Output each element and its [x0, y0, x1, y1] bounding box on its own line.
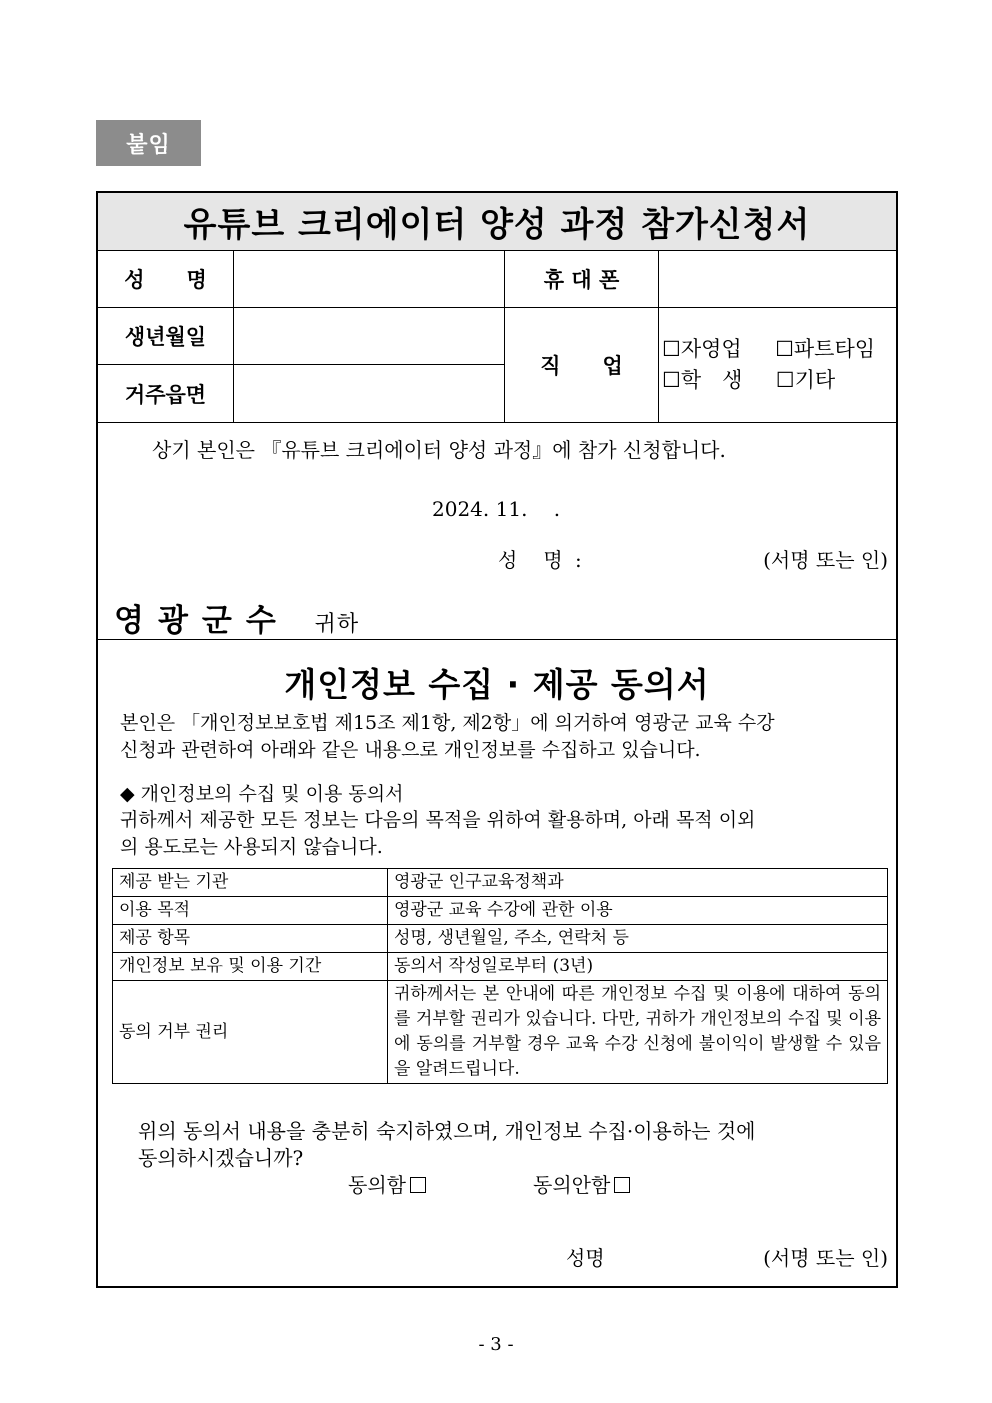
form-title: 유튜브 크리에이터 양성 과정 참가신청서	[98, 193, 896, 251]
job-self-employed-checkbox[interactable]: ☐자영업	[662, 337, 742, 361]
consent-question: 위의 동의서 내용을 충분히 숙지하였으며, 개인정보 수집·이용하는 것에 동의하시겠습니까?	[138, 1119, 756, 1170]
page-number: - 3 -	[478, 1334, 514, 1355]
applicant-signature-label: 성 명 :	[498, 548, 585, 572]
table-row: 이용 목적 영광군 교육 수강에 관한 이용	[113, 897, 888, 925]
consent-intro: 본인은 「개인정보보호법 제15조 제1항, 제2항」에 의거하여 영광군 교육 수강 신청과 관련하여 아래와 같은 내용으로 개인정보를 수집하고 있습니다.	[120, 712, 775, 761]
residence-field[interactable]	[234, 365, 504, 422]
consent-signature-label: 성명	[566, 1246, 605, 1270]
disagree-option[interactable]: 동의안함	[533, 1169, 634, 1198]
consent-title: 개인정보 수집 · 제공 동의서	[284, 665, 710, 704]
job-other-checkbox[interactable]: ☐기타	[775, 368, 836, 392]
agree-checkbox[interactable]	[410, 1177, 426, 1193]
recipient: 영광군수 귀하	[114, 603, 360, 639]
table-row: 동의 거부 권리 귀하께서는 본 안내에 따른 개인정보 수집 및 이용에 대하여 동의를 거부할 권리가 있습니다. 다만, 귀하가 개인정보의 수집 및 이용에 동의를 거부할 경우 교육 수강 신청에 불이익이 발생할 수 있음을 알려드립니다.	[113, 981, 888, 1084]
phone-field[interactable]	[659, 251, 896, 307]
job-label: 직 업	[540, 354, 623, 378]
applicant-signature-note: (서명 또는 인)	[763, 548, 888, 572]
table-row: 개인정보 보유 및 이용 기간 동의서 작성일로부터 (3년)	[113, 953, 888, 981]
disagree-checkbox[interactable]	[614, 1177, 630, 1193]
diamond-icon: ◆	[120, 783, 135, 805]
attachment-label: 붙임	[96, 120, 201, 166]
declaration-text: 상기 본인은 『유튜브 크리에이터 양성 과정』에 참가 신청합니다.	[152, 438, 726, 462]
table-row: 제공 항목 성명, 생년월일, 주소, 연락처 등	[113, 925, 888, 953]
birth-field[interactable]	[234, 308, 504, 364]
application-date: 2024. 11. .	[432, 497, 561, 521]
name-label: 성 명	[124, 267, 207, 292]
agree-option[interactable]: 동의함	[348, 1169, 430, 1198]
consent-section-title: ◆ 개인정보의 수집 및 이용 동의서	[120, 783, 404, 805]
job-part-time-checkbox[interactable]: ☐파트타임	[775, 337, 876, 361]
residence-label: 거주읍면	[124, 382, 207, 407]
consent-table	[112, 868, 888, 1084]
consent-section-desc: 귀하께서 제공한 모든 정보는 다음의 목적을 위하여 활용하며, 아래 목적 이외 의 용도로는 사용되지 않습니다.	[120, 809, 756, 858]
job-options	[662, 308, 898, 422]
birth-label: 생년월일	[124, 325, 207, 349]
consent-signature-note: (서명 또는 인)	[763, 1246, 888, 1270]
application-form	[96, 191, 898, 1288]
name-field[interactable]	[234, 251, 504, 307]
phone-label: 휴 대 폰	[543, 267, 620, 292]
table-row: 제공 받는 기관 영광군 인구교육정책과	[113, 869, 888, 897]
job-student-checkbox[interactable]: ☐학 생	[662, 368, 743, 392]
